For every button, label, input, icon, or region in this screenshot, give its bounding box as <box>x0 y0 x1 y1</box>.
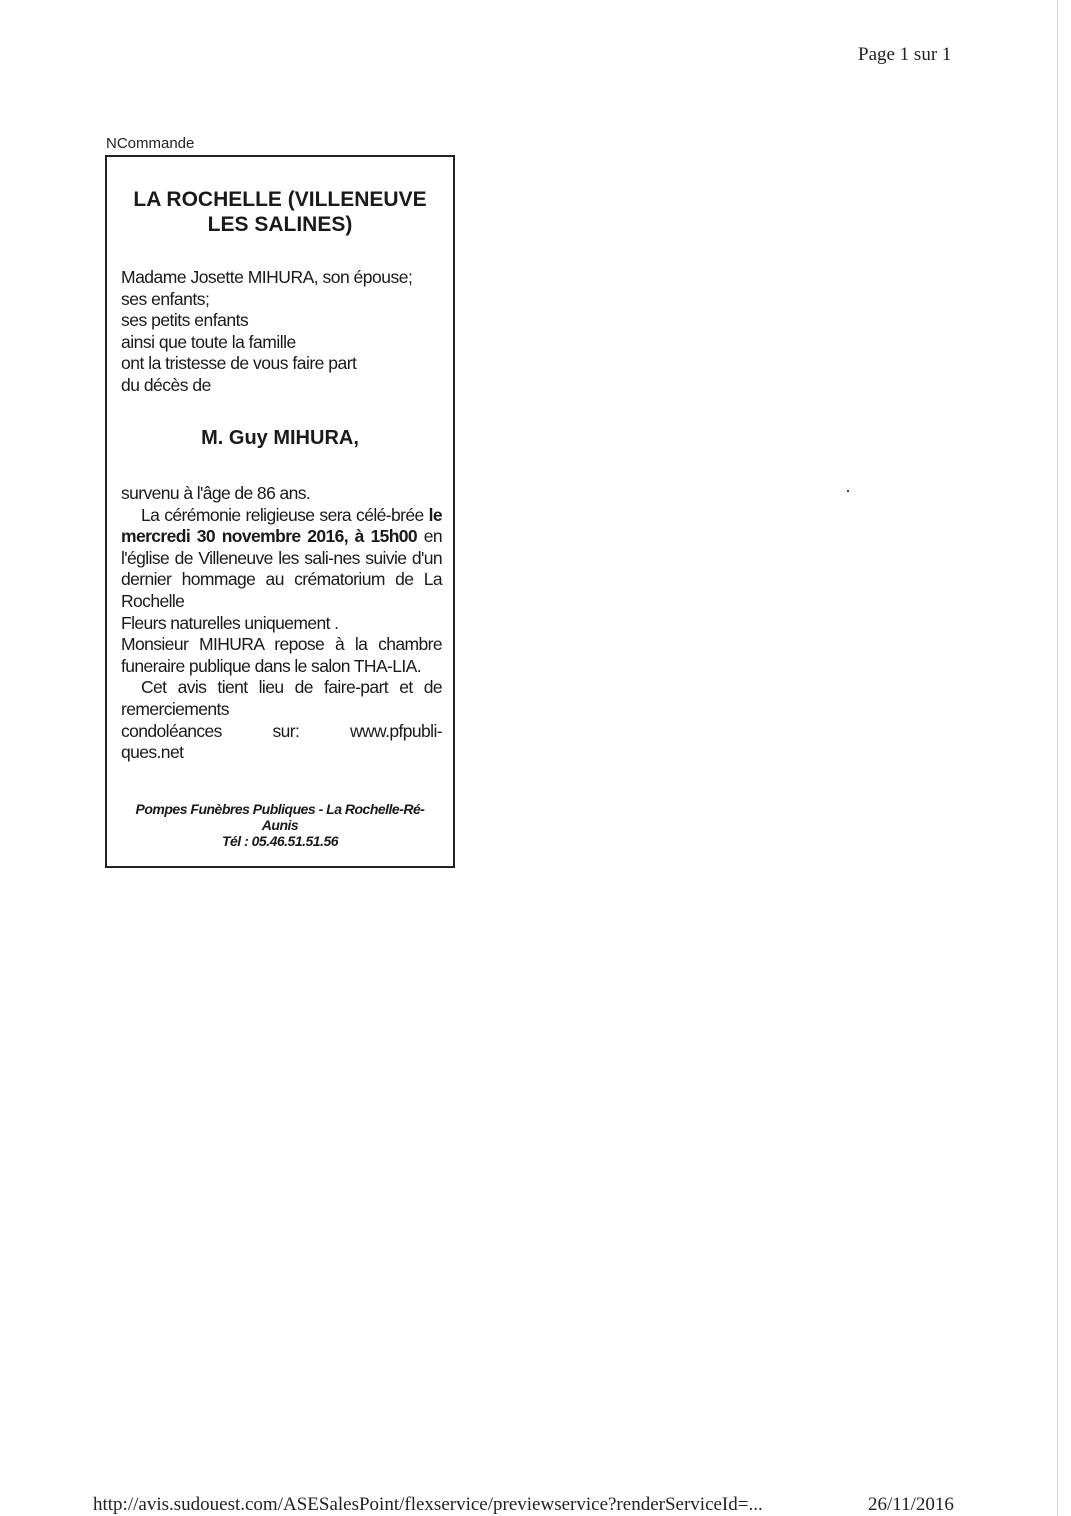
condoleances-label: condoléances <box>121 720 222 741</box>
funeral-home-name: Pompes Funèbres Publiques - La Rochelle-Ré- <box>135 801 425 817</box>
flowers-line: Fleurs naturelles uniquement . <box>121 612 339 633</box>
funeral-home-phone: Tél : 05.46.51.51.56 <box>221 833 339 849</box>
condoleances-sur: sur: <box>272 720 300 741</box>
page-indicator: Page 1 sur 1 <box>858 44 952 65</box>
avis-paragraph: Cet avis tient lieu de faire-part et de remerciements <box>121 677 442 719</box>
funeral-home-footer <box>107 801 453 849</box>
source-url: http://avis.sudouest.com/ASESalesPoint/flexservice/previewservice?renderServiceId=... <box>93 1494 763 1515</box>
obituary-notice <box>105 155 455 868</box>
family-line: ainsi que toute la famille <box>121 331 296 352</box>
city-heading-line-2: LES SALINES) <box>207 213 353 236</box>
city-heading <box>107 187 453 237</box>
order-label: NCommande <box>106 135 195 152</box>
repose-paragraph: Monsieur MIHURA repose à la chambre funeraire publique dans le salon THA-LIA. <box>121 634 442 676</box>
funeral-home-location: Aunis <box>261 817 299 833</box>
print-date: 26/11/2016 <box>868 1494 954 1515</box>
notice-body <box>121 483 442 764</box>
family-line: ses enfants; <box>121 288 210 309</box>
ceremony-date: le mercredi 30 novembre 2016, à 15h00 <box>121 504 442 547</box>
deceased-name: M. Guy MIHURA, <box>201 427 359 449</box>
family-line: du décès de <box>121 374 211 395</box>
condoleances-url: www.pfpubli- <box>349 720 442 741</box>
family-announcement <box>121 267 443 396</box>
ceremony-intro: La cérémonie religieuse sera célé-brée <box>141 504 429 525</box>
condoleances-url-continued: ques.net <box>121 742 184 763</box>
family-line: Madame Josette MIHURA, son épouse; <box>121 267 413 287</box>
condoleances-line <box>121 721 442 743</box>
scan-speck <box>847 490 849 492</box>
page-edge-line <box>1057 0 1058 1516</box>
city-heading-line-1: LA ROCHELLE (VILLENEUVE <box>133 188 427 211</box>
family-line: ont la tristesse de vous faire part <box>121 353 357 373</box>
ceremony-rest: en l'église de Villeneuve les sali-nes suivie d'un dernier hommage au crématorium de La Rochelle <box>121 526 443 611</box>
family-line: ses petits enfants <box>121 310 249 330</box>
ceremony-paragraph <box>121 505 442 613</box>
age-line: survenu à l'âge de 86 ans. <box>121 483 311 503</box>
